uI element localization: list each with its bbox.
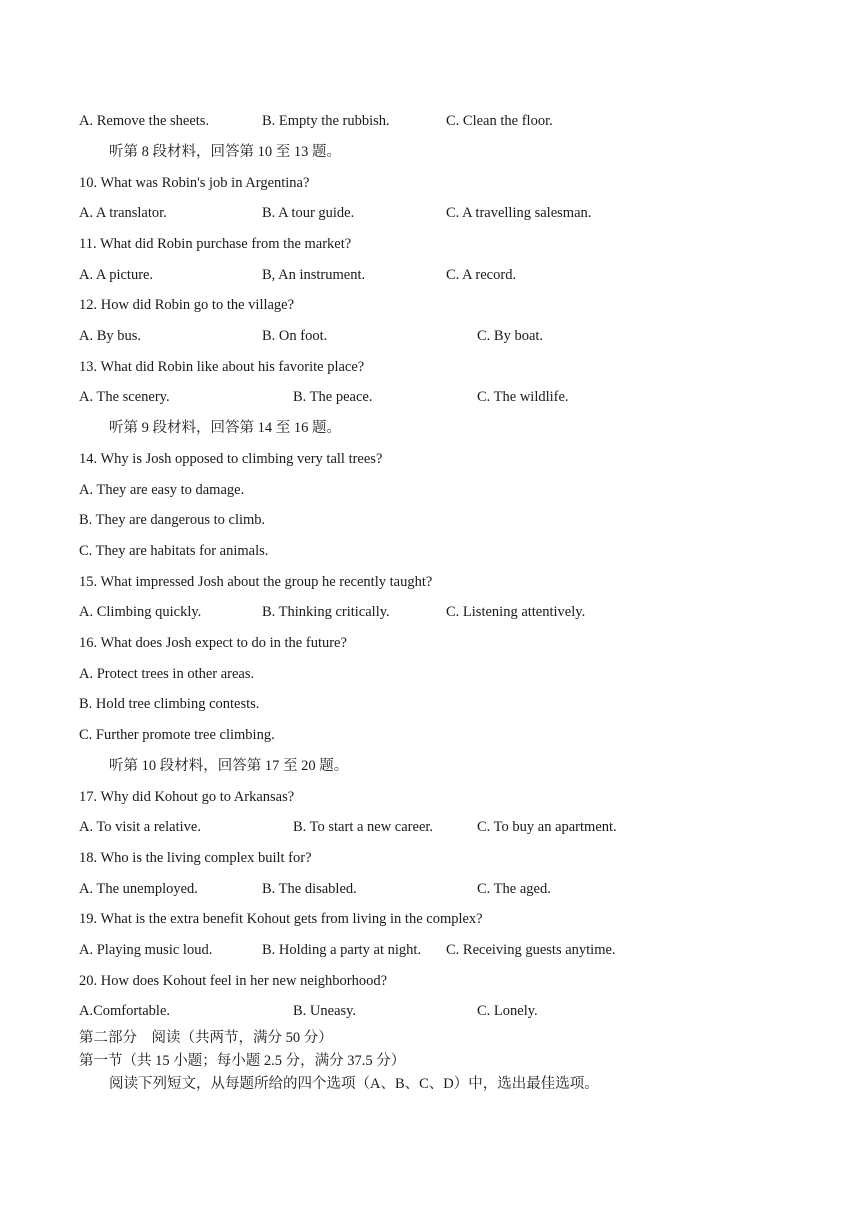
option-b: B. On foot. xyxy=(262,328,328,344)
option-c: C. Lonely. xyxy=(477,1003,538,1019)
option-b: B. The disabled. xyxy=(262,881,357,897)
question: 11. What did Robin purchase from the market? xyxy=(79,236,352,252)
section-intro: 听第 8 段材料，回答第 10 至 13 题。 xyxy=(109,144,341,160)
question: 16. What does Josh expect to do in the future? xyxy=(79,635,347,651)
question: 12. How did Robin go to the village? xyxy=(79,297,295,313)
option-b: B. Empty the rubbish. xyxy=(262,113,390,129)
option-line: C. They are habitats for animals. xyxy=(79,543,269,559)
option-line: B. They are dangerous to climb. xyxy=(79,512,266,528)
option-line: C. Further promote tree climbing. xyxy=(79,727,275,743)
question: 17. Why did Kohout go to Arkansas? xyxy=(79,789,295,805)
option-a: A. The scenery. xyxy=(79,389,170,405)
question: 13. What did Robin like about his favorite place? xyxy=(79,359,365,375)
section-heading: 第一节（共 15 小题；每小题 2.5 分，满分 37.5 分） xyxy=(79,1053,406,1069)
option-line: A. They are easy to damage. xyxy=(79,482,245,498)
question: 18. Who is the living complex built for? xyxy=(79,850,312,866)
option-a: A. The unemployed. xyxy=(79,881,198,897)
section-instruction: 阅读下列短文，从每题所给的四个选项（A、B、C、D）中，选出最佳选项。 xyxy=(109,1076,599,1092)
option-b: B. Holding a party at night. xyxy=(262,942,422,958)
option-b: B. Thinking critically. xyxy=(262,604,390,620)
option-a: A. Playing music loud. xyxy=(79,942,213,958)
option-a: A. To visit a relative. xyxy=(79,819,201,835)
option-c: C. The aged. xyxy=(477,881,551,897)
section-intro: 听第 9 段材料，回答第 14 至 16 题。 xyxy=(109,420,341,436)
option-a: A. Climbing quickly. xyxy=(79,604,202,620)
option-c: C. To buy an apartment. xyxy=(477,819,617,835)
part-heading: 第二部分 阅读（共两节，满分 50 分） xyxy=(79,1030,333,1046)
option-a: A. A translator. xyxy=(79,205,167,221)
option-b: B. Uneasy. xyxy=(293,1003,357,1019)
option-c: C. Clean the floor. xyxy=(446,113,553,129)
option-a: A. By bus. xyxy=(79,328,142,344)
option-c: C. Receiving guests anytime. xyxy=(446,942,616,958)
option-c: C. The wildlife. xyxy=(477,389,569,405)
question: 15. What impressed Josh about the group he recently taught? xyxy=(79,574,433,590)
option-c: C. A record. xyxy=(446,267,517,283)
question: 14. Why is Josh opposed to climbing very tall trees? xyxy=(79,451,383,467)
option-line: A. Protect trees in other areas. xyxy=(79,666,255,682)
option-c: C. Listening attentively. xyxy=(446,604,586,620)
option-a: A.Comfortable. xyxy=(79,1003,171,1019)
question: 20. How does Kohout feel in her new neighborhood? xyxy=(79,973,388,989)
option-line: B. Hold tree climbing contests. xyxy=(79,696,260,712)
option-c: C. A travelling salesman. xyxy=(446,205,592,221)
option-c: C. By boat. xyxy=(477,328,544,344)
option-a: A. Remove the sheets. xyxy=(79,113,210,129)
section-intro: 听第 10 段材料，回答第 17 至 20 题。 xyxy=(109,758,349,774)
option-b: B. A tour guide. xyxy=(262,205,355,221)
question: 19. What is the extra benefit Kohout gets from living in the complex? xyxy=(79,911,483,927)
option-a: A. A picture. xyxy=(79,267,154,283)
option-b: B. To start a new career. xyxy=(293,819,434,835)
option-b: B, An instrument. xyxy=(262,267,366,283)
question: 10. What was Robin's job in Argentina? xyxy=(79,175,310,191)
option-b: B. The peace. xyxy=(293,389,373,405)
